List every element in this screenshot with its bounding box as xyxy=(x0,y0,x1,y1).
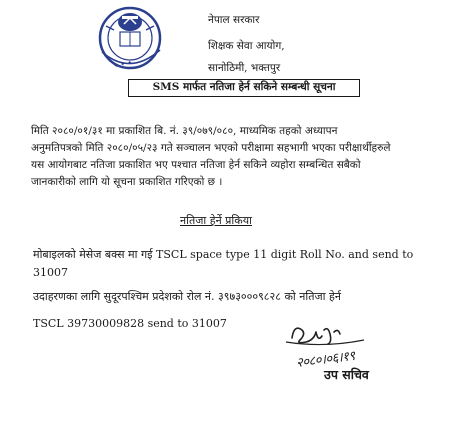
procedure-heading: नतिजा हेर्ने प्रकिया xyxy=(180,214,252,227)
example-line: उदाहरणका लागि सुदूरपश्चिम प्रदेशको रोल नं. ३९७३०००९८२८ को नतिजा हेर्न xyxy=(33,290,341,303)
notice-subject: SMS मार्फत नतिजा हेर्न सकिने सम्बन्धी सूचना xyxy=(128,79,360,97)
body-line-1: मिति २०८०/०१/३१ मा प्रकाशित बि. नं. ३९/०७९/०८०, माध्यमिक तहको अध्यापन xyxy=(31,125,338,137)
office-name-commission: शिक्षक सेवा आयोग, xyxy=(208,40,285,52)
instruction-line-2: 31007 xyxy=(33,266,68,279)
body-line-2: अनुमतिपत्रको मिति २०८०/०५/२३ गते सञ्चालन भएको परीक्षामा सहभागी भएका परीक्षार्थीहरुले xyxy=(31,142,391,154)
body-line-3: यस आयोगबाट नतिजा प्रकाशित भए पश्चात नतिजा हेर्न सकिने व्यहोरा सम्बन्धित सबैको xyxy=(31,159,361,171)
commission-seal-logo xyxy=(84,4,182,76)
office-name-government: नेपाल सरकार xyxy=(208,14,260,26)
office-address: सानोठिमी, भक्तपुर xyxy=(208,62,281,74)
sms-example: TSCL 39730009828 send to 31007 xyxy=(33,317,227,330)
svg-text:✦ ✦ ✦: ✦ ✦ ✦ xyxy=(112,59,133,70)
signatory-title: उप सचिव xyxy=(324,367,369,382)
instruction-line-1: मोबाइलको मेसेज बक्स मा गई TSCL space type 11 digit Roll No. and send to xyxy=(33,248,414,261)
notice-body xyxy=(31,123,451,191)
body-line-4: जानकारीको लागि यो सूचना प्रकाशित गरिएको छ । xyxy=(31,176,223,188)
signature-date: २०८०।०६।१९ xyxy=(295,348,356,371)
